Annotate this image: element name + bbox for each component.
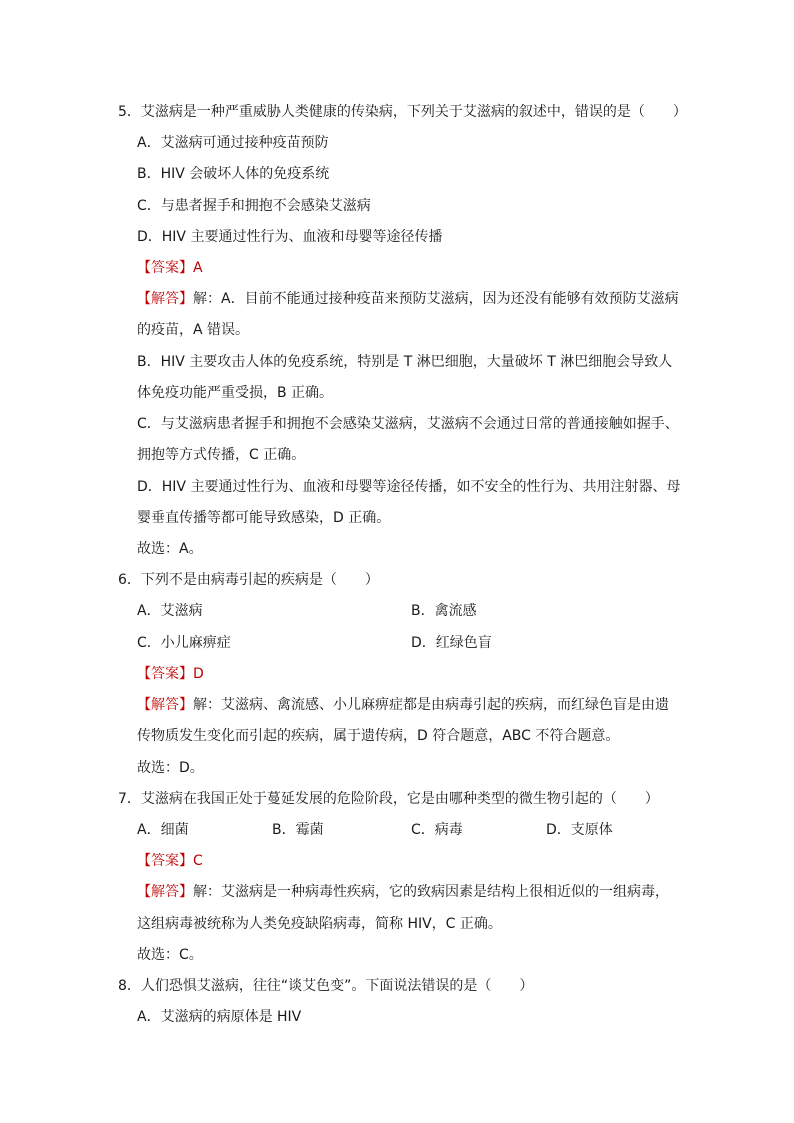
question-7-conclusion: 故选：C。 [137,947,203,963]
question-8-option-a: A．艾滋病的病原体是 HIV [137,1009,302,1025]
question-5-option-b: B．HIV 会破坏人体的免疫系统 [137,166,330,182]
question-7-option-c: C．病毒 [411,822,463,838]
question-6-answer [137,664,204,684]
question-5-analysis-line: 婴垂直传播等都可能导致感染，D 正确。 [137,510,391,526]
question-6-option-c: C．小儿麻痹症 [137,635,231,651]
question-5-analysis-line: 的疫苗，A 错误。 [137,322,250,338]
question-5-conclusion: 故选：A。 [137,541,203,557]
answer-label: 【答案】 [137,260,193,276]
analysis-text: 解：艾滋病是一种病毒性疾病，它的致病因素是结构上很相近似的一组病毒， [193,884,669,900]
question-5-analysis-line: 体免疫功能严重受损，B 正确。 [137,385,334,401]
question-6-option-b: B．禽流感 [411,603,477,619]
question-6-option-a: A．艾滋病 [137,603,203,619]
question-7-stem: 7．艾滋病在我国正处于蔓延发展的危险阶段，它是由哪种类型的微生物引起的（ ） [118,791,659,807]
question-6-option-d: D．红绿色盲 [411,635,492,651]
analysis-label: 【解答】 [137,697,193,713]
answer-label: 【答案】 [137,666,193,682]
question-7-analysis-line [137,882,669,902]
question-7-option-d: D．支原体 [546,822,613,838]
question-7-analysis-line: 这组病毒被统称为人类免疫缺陷病毒，简称 HIV，C 正确。 [137,916,502,932]
answer-value: C [193,853,203,869]
question-5-option-a: A．艾滋病可通过接种疫苗预防 [137,135,329,151]
question-5-option-c: C．与患者握手和拥抱不会感染艾滋病 [137,198,371,214]
question-7-answer [137,851,203,871]
analysis-label: 【解答】 [137,884,193,900]
question-7-option-b: B．霉菌 [272,822,324,838]
question-5-analysis-line: D．HIV 主要通过性行为、血液和母婴等途径传播，如不安全的性行为、共用注射器、母 [137,479,681,495]
question-5-analysis-line: C．与艾滋病患者握手和拥抱不会感染艾滋病，艾滋病不会通过日常的普通接触如握手、 [137,416,679,432]
question-5-analysis-line [137,289,679,309]
question-5-analysis-line: 拥抱等方式传播，C 正确。 [137,447,306,463]
question-6-stem: 6．下列不是由病毒引起的疾病是（ ） [118,572,379,588]
question-7-option-a: A．细菌 [137,822,189,838]
question-5-stem: 5．艾滋病是一种严重威胁人类健康的传染病，下列关于艾滋病的叙述中，错误的是（ ） [118,104,687,120]
question-5-option-d: D．HIV 主要通过性行为、血液和母婴等途径传播 [137,229,443,245]
question-5-analysis-line: B．HIV 主要攻击人体的免疫系统，特别是 T 淋巴细胞，大量破坏 T 淋巴细胞会导致人 [137,354,673,370]
analysis-text: 解：艾滋病、禽流感、小儿麻痹症都是由病毒引起的疾病，而红绿色盲是由遗 [193,697,669,713]
answer-value: D [193,666,204,682]
analysis-text: 解：A．目前不能通过接种疫苗来预防艾滋病，因为还没有能够有效预防艾滋病 [193,291,679,307]
question-6-analysis-line [137,695,669,715]
question-5-answer [137,258,203,278]
question-6-analysis-line: 传物质发生变化而引起的疾病，属于遗传病，D 符合题意，ABC 不符合题意。 [137,728,620,744]
question-6-conclusion: 故选：D。 [137,760,204,776]
answer-value: A [193,260,203,276]
analysis-label: 【解答】 [137,291,193,307]
answer-label: 【答案】 [137,853,193,869]
question-8-stem: 8．人们恐惧艾滋病，往往“谈艾色变”。下面说法错误的是（ ） [118,978,534,994]
